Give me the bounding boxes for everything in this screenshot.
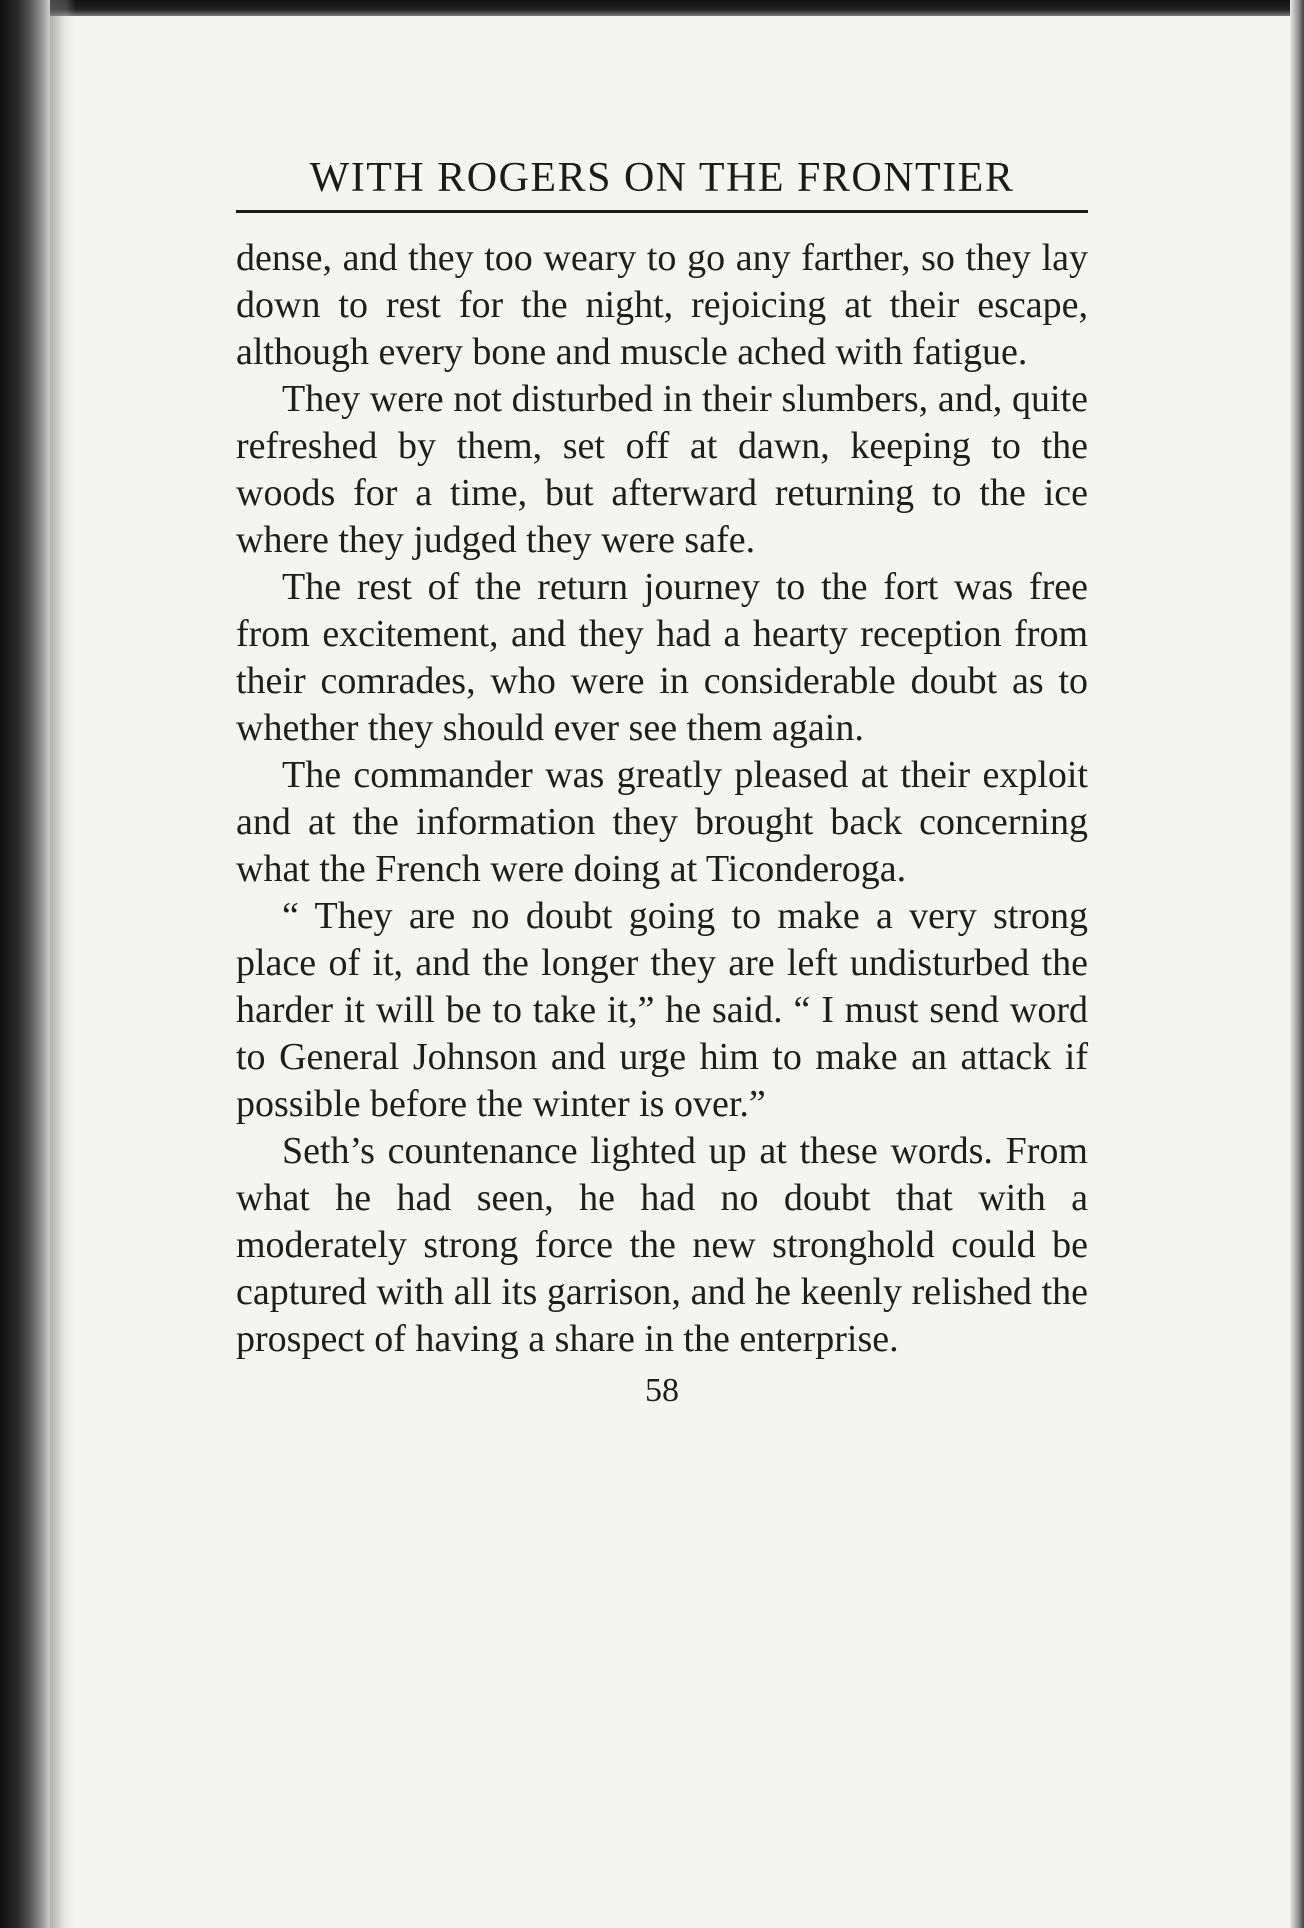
page-content — [236, 150, 1088, 1411]
paragraph: “ They are no doubt going to make a very strong place of it, and the longer they are left undisturbed the harder it will be to take it,” he said. “ I must send word to General Johnson and urge him to make an attack if possible before the winter is over.” — [236, 895, 1088, 1125]
paragraph: They were not disturbed in their slumbers, and, quite refreshed by them, set off at dawn, keeping to the woods for a time, but afterward returning to the ice where they judged they were safe. — [236, 378, 1088, 561]
page-gutter-shadow — [50, 0, 76, 1928]
paragraph: The rest of the return journey to the fort was free from excitement, and they had a hearty reception from their comrades, who were in considerable doubt as to whether they should ever see them again. — [236, 566, 1088, 749]
book-spine — [0, 0, 50, 1928]
running-head: WITH ROGERS ON THE FRONTIER — [309, 155, 1015, 201]
body-text — [236, 235, 1088, 1363]
paragraph: Seth’s countenance lighted up at these words. From what he had seen, he had no doubt that with a moderately strong force the new stronghold could be captured with all its garrison, and he keenly relished the prospect of having a share in the enterprise. — [236, 1130, 1088, 1360]
running-head-rule — [236, 210, 1088, 213]
page-right-edge — [1290, 0, 1304, 1928]
page-number: 58 — [645, 1372, 679, 1409]
paragraph: The commander was greatly pleased at their exploit and at the information they brought back concerning what the French were doing at Ticonderoga. — [236, 754, 1088, 890]
scanner-top-edge — [0, 0, 1304, 16]
paragraph: dense, and they too weary to go any farther, so they lay down to rest for the night, rejoicing at their escape, although every bone and muscle ached with fatigue. — [236, 237, 1088, 373]
